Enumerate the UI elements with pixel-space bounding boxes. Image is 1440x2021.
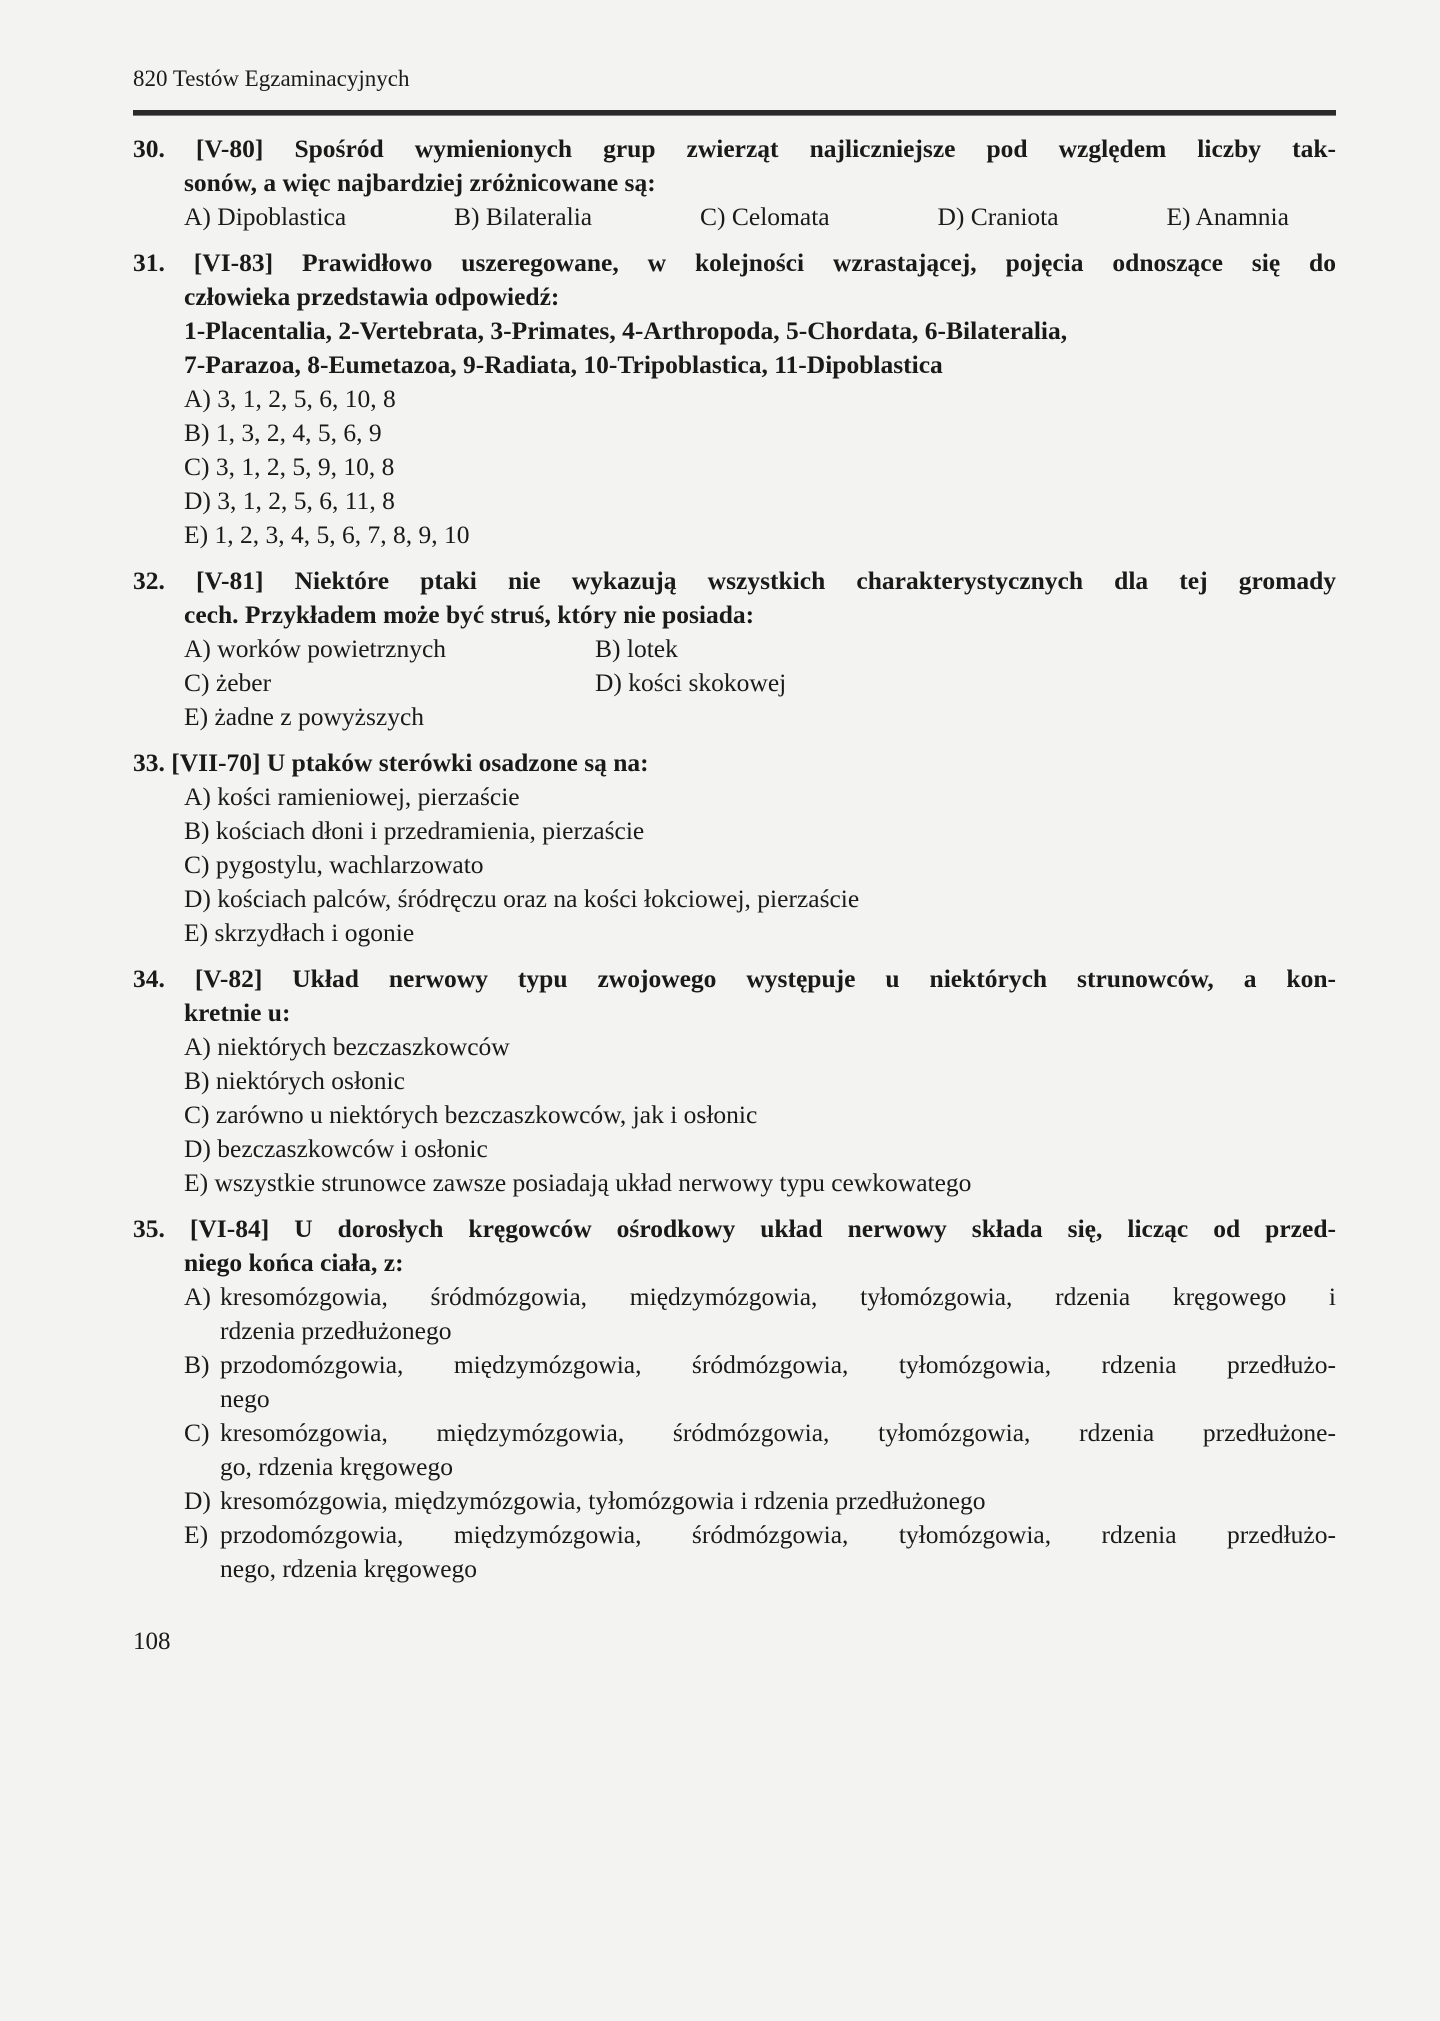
option-text: przodomózgowia, międzymózgowia, śródmózgowia, tyłomózgowia, rdzenia przedłużo- (220, 1520, 1336, 1549)
answer-option: C) żeber (184, 668, 272, 697)
answer-option: C) pygostylu, wachlarzowato (184, 850, 484, 879)
answer-option-b (133, 1348, 1336, 1416)
question-31 (133, 246, 1336, 552)
answer-option: A) kości ramieniowej, pierzaście (184, 782, 520, 811)
answer-option: D) kościach palców, śródręczu oraz na kości łokciowej, pierzaście (184, 884, 860, 913)
question-text: niego końca ciała, z: (184, 1248, 404, 1277)
option-label: D) (184, 1486, 211, 1515)
answer-option: E) wszystkie strunowce zawsze posiadają układ nerwowy typu cewkowatego (184, 1168, 972, 1197)
answer-option: E) skrzydłach i ogonie (184, 918, 415, 947)
option-text: go, rdzenia kręgowego (220, 1452, 453, 1481)
question-text: człowieka przedstawia odpowiedź: (184, 282, 560, 311)
answer-option: D) 3, 1, 2, 5, 6, 11, 8 (184, 486, 395, 515)
answer-option-d (133, 1484, 1336, 1518)
question-text: 1-Placentalia, 2-Vertebrata, 3-Primates, 4-Arthropoda, 5-Chordata, 6-Bilateralia, (184, 316, 1068, 345)
question-30 (133, 132, 1336, 234)
question-list (133, 132, 1336, 1598)
option-text: kresomózgowia, międzymózgowia, tyłomózgowia i rdzenia przedłużonego (220, 1486, 986, 1515)
answer-option-e (133, 1518, 1336, 1586)
question-35 (133, 1212, 1336, 1586)
answer-option: E) Anamnia (1166, 202, 1289, 231)
answer-option: A) niektórych bezczaszkowców (184, 1032, 510, 1061)
answer-option: A) Dipoblastica (184, 202, 347, 231)
running-header: 820 Testów Egzaminacyjnych (133, 66, 410, 91)
option-text: rdzenia przedłużonego (220, 1316, 452, 1345)
option-label: B) (184, 1350, 210, 1379)
question-text: 34. [V-82] Układ nerwowy typu zwojowego występuje u niektórych strunowców, a kon- (133, 964, 1336, 993)
question-text: kretnie u: (184, 998, 291, 1027)
question-32 (133, 564, 1336, 734)
option-text: kresomózgowia, śródmózgowia, międzymózgowia, tyłomózgowia, rdzenia kręgowego i (220, 1282, 1336, 1311)
question-text: 32. [V-81] Niektóre ptaki nie wykazują wszystkich charakterystycznych dla tej gromady (133, 566, 1336, 595)
answer-option: C) 3, 1, 2, 5, 9, 10, 8 (184, 452, 395, 481)
page-number: 108 (133, 1628, 171, 1655)
option-text: nego, rdzenia kręgowego (220, 1554, 478, 1583)
answer-option-c (133, 1416, 1336, 1484)
answer-option: C) zarówno u niektórych bezczaszkowców, jak i osłonic (184, 1100, 758, 1129)
answer-option: A) 3, 1, 2, 5, 6, 10, 8 (184, 384, 396, 413)
answer-option: E) 1, 2, 3, 4, 5, 6, 7, 8, 9, 10 (184, 520, 470, 549)
question-text: sonów, a więc najbardziej zróżnicowane są: (184, 168, 656, 197)
option-text: kresomózgowia, międzymózgowia, śródmózgowia, tyłomózgowia, rdzenia przedłużone- (220, 1418, 1336, 1447)
option-label: C) (184, 1418, 210, 1447)
option-text: przodomózgowia, międzymózgowia, śródmózgowia, tyłomózgowia, rdzenia przedłużo- (220, 1350, 1336, 1379)
answer-option: B) lotek (595, 634, 678, 663)
answer-option: C) Celomata (700, 202, 830, 231)
answer-option: B) 1, 3, 2, 4, 5, 6, 9 (184, 418, 382, 447)
answer-option: B) niektórych osłonic (184, 1066, 405, 1095)
question-34 (133, 962, 1336, 1200)
question-text: 7-Parazoa, 8-Eumetazoa, 9-Radiata, 10-Tripoblastica, 11-Dipoblastica (184, 350, 943, 379)
option-text: nego (220, 1384, 270, 1413)
answer-option: E) żadne z powyższych (184, 702, 425, 731)
answer-option: B) Bilateralia (454, 202, 593, 231)
question-text: 31. [VI-83] Prawidłowo uszeregowane, w kolejności wzrastającej, pojęcia odnoszące się do (133, 248, 1336, 277)
question-text: 35. [VI-84] U dorosłych kręgowców ośrodkowy układ nerwowy składa się, licząc od przed- (133, 1214, 1336, 1243)
question-33 (133, 746, 1336, 950)
answer-option: A) worków powietrznych (184, 634, 447, 663)
answer-option: D) kości skokowej (595, 668, 787, 697)
option-label: A) (184, 1282, 211, 1311)
answer-option: D) Craniota (937, 202, 1059, 231)
header-rule (133, 110, 1336, 116)
question-text: 30. [V-80] Spośród wymienionych grup zwierząt najliczniejsze pod względem liczby tak- (133, 134, 1336, 163)
option-label: E) (184, 1520, 209, 1549)
question-text: 33. [VII-70] U ptaków sterówki osadzone są na: (133, 748, 649, 777)
answer-option: B) kościach dłoni i przedramienia, pierzaście (184, 816, 645, 845)
question-text: cech. Przykładem może być struś, który nie posiada: (184, 600, 755, 629)
answer-option: D) bezczaszkowców i osłonic (184, 1134, 488, 1163)
answer-option-a (133, 1280, 1336, 1348)
